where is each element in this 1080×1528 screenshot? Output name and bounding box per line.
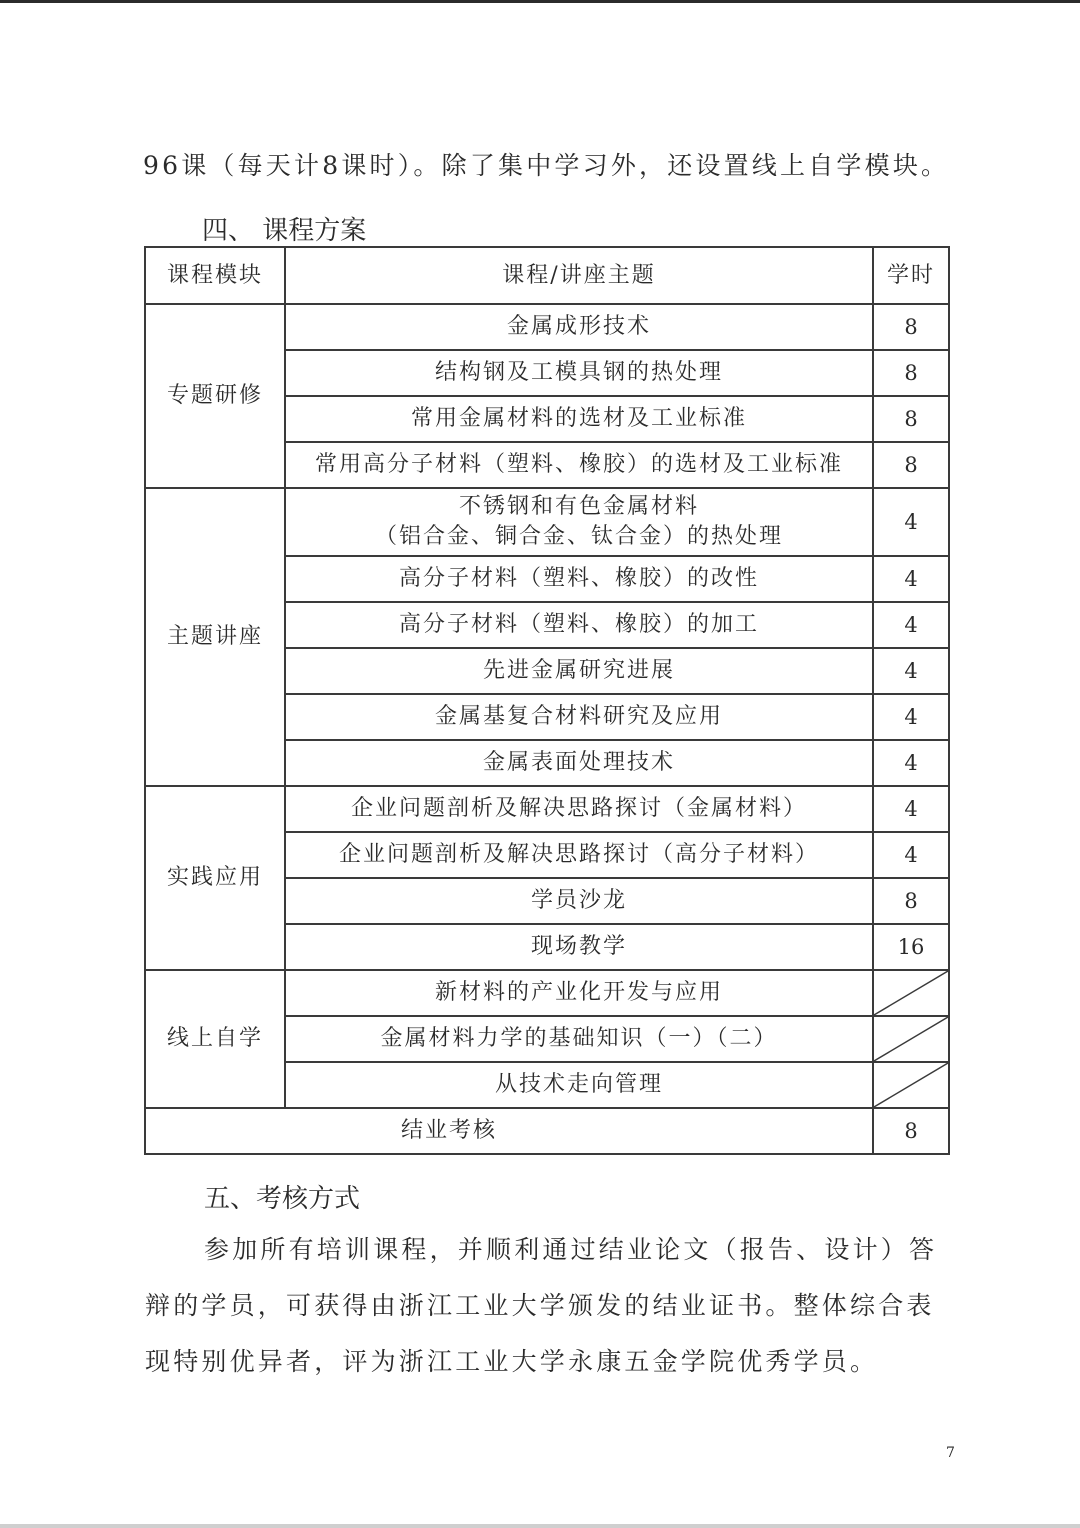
hours-cell: 4 [873,786,949,832]
topic-cell: 高分子材料（塑料、橡胶）的加工 [285,602,873,648]
topic-cell: 金属基复合材料研究及应用 [285,694,873,740]
topic-cell [285,488,873,556]
section-4-heading: 四、 课程方案 [202,216,367,246]
hours-cell: 4 [873,648,949,694]
topic-cell: 金属成形技术 [285,304,873,350]
module-cell: 线上自学 [145,970,285,1108]
module-cell: 主题讲座 [145,488,285,786]
hours-cell: 4 [873,832,949,878]
topic-cell: 高分子材料（塑料、橡胶）的改性 [285,556,873,602]
assessment-label: 结业考核 [145,1108,873,1154]
topic-cell: 企业问题剖析及解决思路探讨（金属材料） [285,786,873,832]
topic-cell: 新材料的产业化开发与应用 [285,970,873,1016]
module-cell: 专题研修 [145,304,285,488]
intro-paragraph: 96课（每天计8课时）。除了集中学习外，还设置线上自学模块。 [143,151,950,180]
hours-cell: 8 [873,1108,949,1154]
section-5-heading: 五、考核方式 [204,1184,361,1214]
hours-cell-slashed [873,1016,949,1062]
hours-cell: 4 [873,694,949,740]
hours-cell: 4 [873,602,949,648]
assessment-paragraph-line-2: 辩的学员，可获得由浙江工业大学颁发的结业证书。整体综合表 [145,1291,935,1320]
header-topic: 课程/讲座主题 [285,247,873,304]
topic-cell: 从技术走向管理 [285,1062,873,1108]
topic-line: （铝合金、铜合金、钛合金）的热处理 [374,524,783,549]
hours-cell-slashed [873,1062,949,1108]
hours-cell: 16 [873,924,949,970]
topic-line: 不锈钢和有色金属材料 [458,494,699,519]
hours-cell: 4 [873,740,949,786]
table-row [145,304,949,350]
topic-cell: 现场教学 [285,924,873,970]
topic-cell: 企业问题剖析及解决思路探讨（高分子材料） [285,832,873,878]
hours-cell-slashed [873,970,949,1016]
hours-cell: 4 [873,488,949,556]
topic-cell: 常用高分子材料（塑料、橡胶）的选材及工业标准 [285,442,873,488]
topic-cell: 金属表面处理技术 [285,740,873,786]
topic-cell: 先进金属研究进展 [285,648,873,694]
table-row [145,786,949,832]
scan-bottom-edge [0,1524,1080,1528]
assessment-paragraph-line-3: 现特别优异者，评为浙江工业大学永康五金学院优秀学员。 [145,1347,879,1376]
module-cell: 实践应用 [145,786,285,970]
topic-cell: 常用金属材料的选材及工业标准 [285,396,873,442]
diagonal-slash-icon [874,1063,948,1107]
table-row [145,488,949,556]
diagonal-slash-icon [874,971,948,1015]
hours-cell: 8 [873,304,949,350]
hours-cell: 8 [873,442,949,488]
hours-cell: 4 [873,556,949,602]
table-header-row [145,247,949,304]
hours-cell: 8 [873,350,949,396]
header-hours: 学时 [873,247,949,304]
assessment-paragraph-line-1: 参加所有培训课程，并顺利通过结业论文（报告、设计）答 [204,1235,938,1264]
hours-cell: 8 [873,878,949,924]
scan-top-edge [0,0,1080,3]
course-plan-table [144,246,950,1155]
topic-cell: 学员沙龙 [285,878,873,924]
diagonal-slash-icon [874,1017,948,1061]
hours-cell: 8 [873,396,949,442]
table-footer-row [145,1108,949,1154]
topic-cell: 结构钢及工模具钢的热处理 [285,350,873,396]
topic-cell: 金属材料力学的基础知识（一）（二） [285,1016,873,1062]
table-row [145,970,949,1016]
page-number: 7 [946,1445,955,1461]
header-module: 课程模块 [145,247,285,304]
